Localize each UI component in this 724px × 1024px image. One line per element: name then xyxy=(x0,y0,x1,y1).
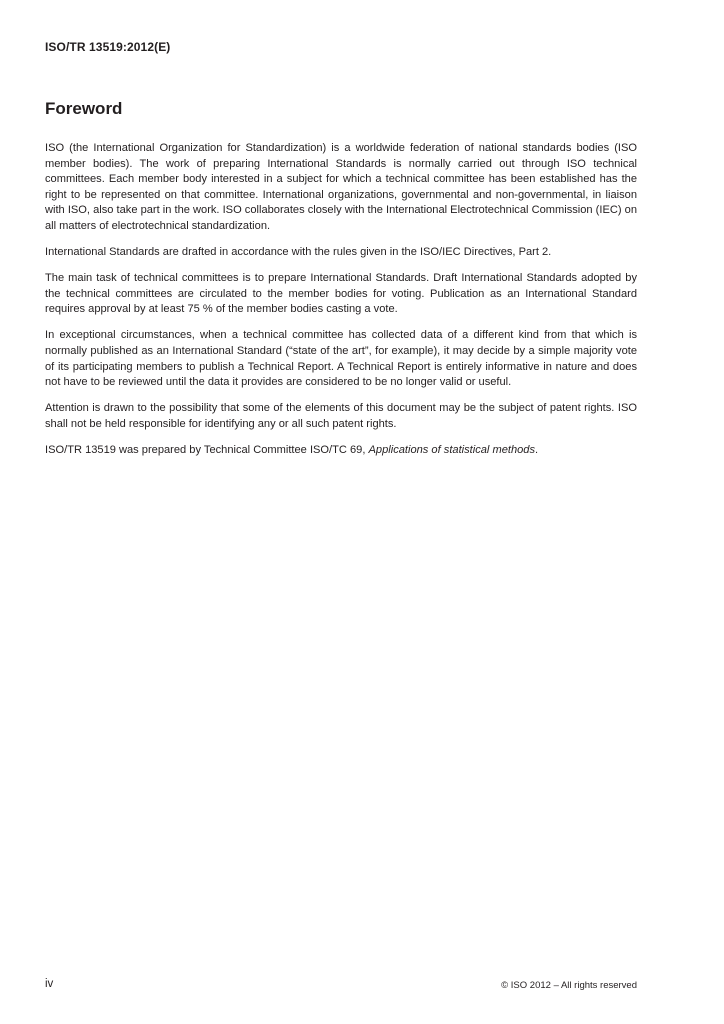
paragraph-technical-report: In exceptional circumstances, when a technical committee has collected data of a different kind from that which is normally published as an International Standard (“state of the art”, for example), it may decide by a simple majority vote of its participating members to publish a Technical Report. A Technical Report is entirely informative in nature and does not have to be reviewed until the data it provides are considered to be no longer valid or useful. xyxy=(45,329,637,389)
page-number: iv xyxy=(45,978,54,990)
paragraph-patent-rights: Attention is drawn to the possibility that some of the elements of this document may be the subject of patent rights. ISO shall not be held responsible for identifying any or all such patent rights. xyxy=(45,402,637,430)
committee-title: Applications of statistical methods xyxy=(368,444,536,456)
paragraph-prepared-by xyxy=(45,443,637,459)
copyright-notice: © ISO 2012 – All rights reserved xyxy=(501,980,637,991)
document-id-header: ISO/TR 13519:2012(E) xyxy=(45,40,171,54)
foreword-body xyxy=(45,141,637,469)
prepared-by-text: ISO/TR 13519 was prepared by Technical Committee ISO/TC 69, xyxy=(45,444,366,456)
paragraph-directives: International Standards are drafted in accordance with the rules given in the ISO/IEC Directives, Part 2. xyxy=(45,246,552,259)
prepared-by-end: . xyxy=(535,444,539,456)
paragraph-technical-committees: The main task of technical committees is to prepare International Standards. Draft International Standards adopted by the technical committees are circulated to the member bodies for voting. Publication as an International Standard requires approval by at least 75 % of the member bodies casting a vote. xyxy=(45,272,637,316)
paragraph-iso-federation: ISO (the International Organization for Standardization) is a worldwide federation of national standards bodies (ISO member bodies). The work of preparing International Standards is normally carried out through ISO technical committees. Each member body interested in a subject for which a technical committee has been established has the right to be represented on that committee. International organizations, governmental and non-governmental, in liaison with ISO, also take part in the work. ISO collaborates closely with the International Electrotechnical Commission (IEC) on all matters of electrotechnical standardization. xyxy=(45,142,637,232)
section-title: Foreword xyxy=(45,99,123,118)
